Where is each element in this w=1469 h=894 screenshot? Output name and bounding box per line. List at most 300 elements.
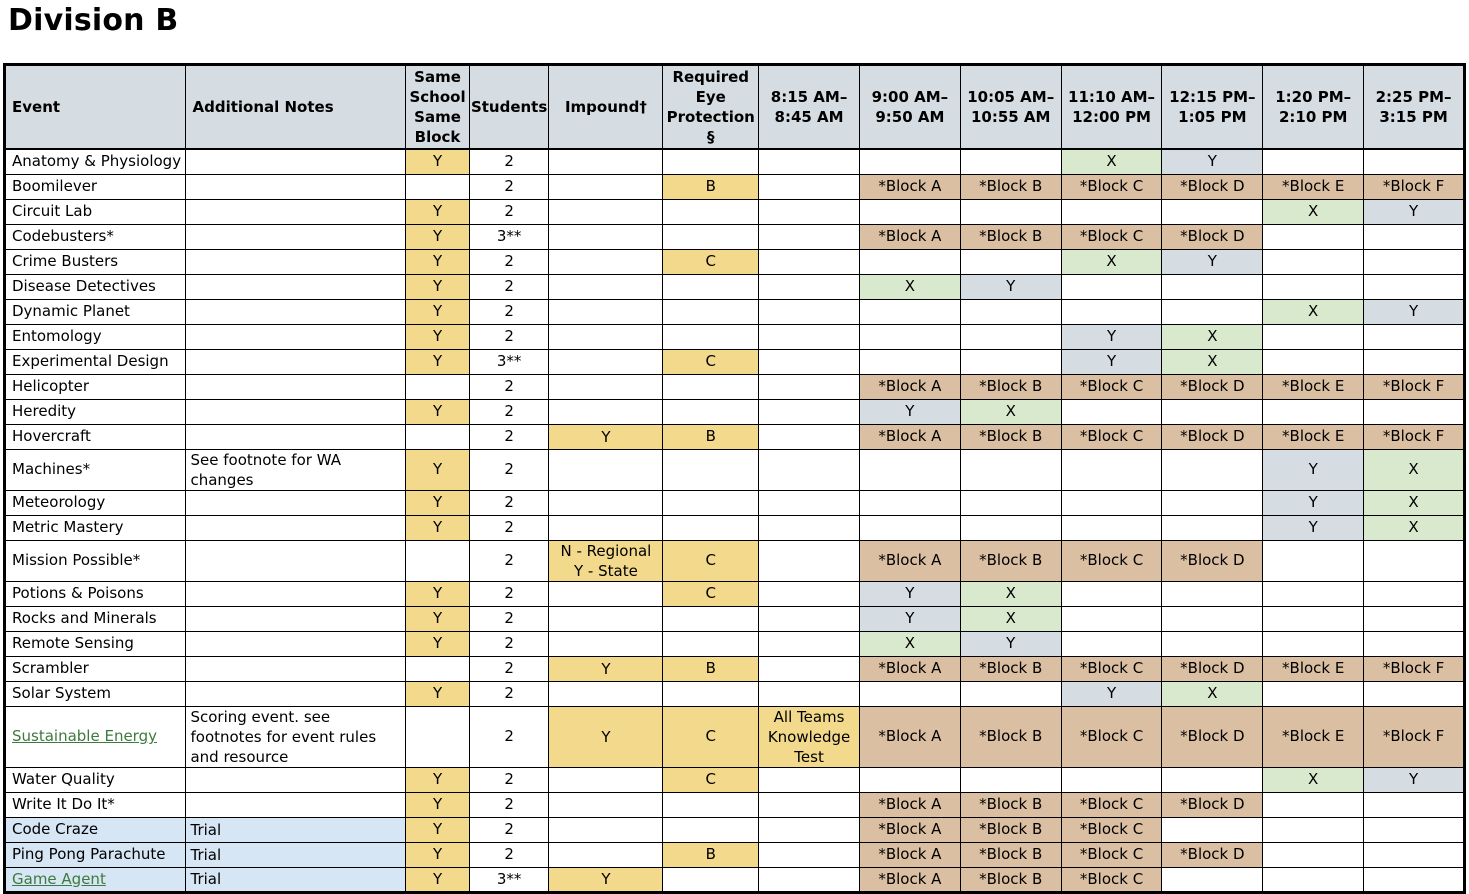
time-slot-cell: *Block C xyxy=(1061,867,1162,892)
eye-protection-cell xyxy=(663,490,759,515)
time-slot-cell xyxy=(859,199,960,224)
time-slot-cell: X xyxy=(1364,515,1465,540)
table-row xyxy=(5,540,1465,581)
impound-cell xyxy=(549,792,663,817)
time-slot-cell: *Block D xyxy=(1162,424,1263,449)
eye-protection-cell: B xyxy=(663,424,759,449)
header-impound: Impound† xyxy=(549,65,663,150)
notes-cell: Trial xyxy=(186,817,406,842)
time-slot-cell xyxy=(1364,149,1465,174)
event-link[interactable]: Game Agent xyxy=(12,869,106,888)
same-block-cell: Y xyxy=(406,449,470,490)
same-block-cell: Y xyxy=(406,581,470,606)
same-block-cell: Y xyxy=(406,490,470,515)
header-event: Event xyxy=(5,65,186,150)
time-slot-cell: *Block C xyxy=(1061,792,1162,817)
time-slot-cell xyxy=(1364,606,1465,631)
time-slot-cell: X xyxy=(859,631,960,656)
time-slot-cell xyxy=(1263,817,1364,842)
table-row xyxy=(5,581,1465,606)
impound-cell xyxy=(549,631,663,656)
time-slot-cell xyxy=(1162,399,1263,424)
notes-cell xyxy=(186,224,406,249)
time-slot-cell xyxy=(859,249,960,274)
impound-cell: Y xyxy=(549,424,663,449)
time-slot-cell xyxy=(1162,606,1263,631)
time-slot-cell: *Block E xyxy=(1263,656,1364,681)
time-slot-cell: *Block B xyxy=(960,424,1061,449)
eye-protection-cell xyxy=(663,299,759,324)
notes-cell: Scoring event. see footnotes for event rules and resource xyxy=(186,706,406,767)
time-slot-cell xyxy=(759,174,860,199)
time-slot-cell xyxy=(960,149,1061,174)
time-slot-cell: *Block A xyxy=(859,424,960,449)
event-cell: Anatomy & Physiology xyxy=(5,149,186,174)
same-block-cell: Y xyxy=(406,199,470,224)
same-block-cell: Y xyxy=(406,299,470,324)
students-cell: 2 xyxy=(469,249,549,274)
same-block-cell: Y xyxy=(406,149,470,174)
time-slot-cell xyxy=(1162,817,1263,842)
time-slot-cell xyxy=(759,224,860,249)
table-row xyxy=(5,515,1465,540)
header-slot-900: 9:00 AM– 9:50 AM xyxy=(859,65,960,150)
time-slot-cell: *Block F xyxy=(1364,656,1465,681)
time-slot-cell xyxy=(960,349,1061,374)
eye-protection-cell xyxy=(663,681,759,706)
time-slot-cell xyxy=(1263,606,1364,631)
time-slot-cell: Y xyxy=(1263,515,1364,540)
time-slot-cell xyxy=(759,424,860,449)
time-slot-cell xyxy=(759,792,860,817)
time-slot-cell xyxy=(859,490,960,515)
time-slot-cell: *Block A xyxy=(859,706,960,767)
students-cell: 2 xyxy=(469,490,549,515)
table-row xyxy=(5,631,1465,656)
notes-cell xyxy=(186,299,406,324)
event-cell: Machines* xyxy=(5,449,186,490)
event-cell: Crime Busters xyxy=(5,249,186,274)
time-slot-cell: *Block D xyxy=(1162,540,1263,581)
table-row xyxy=(5,606,1465,631)
same-block-cell: Y xyxy=(406,399,470,424)
time-slot-cell: X xyxy=(960,399,1061,424)
header-slot-1110: 11:10 AM– 12:00 PM xyxy=(1061,65,1162,150)
eye-protection-cell: C xyxy=(663,581,759,606)
event-cell: Hovercraft xyxy=(5,424,186,449)
time-slot-cell xyxy=(759,867,860,892)
time-slot-cell xyxy=(759,540,860,581)
time-slot-cell xyxy=(1364,792,1465,817)
same-block-cell: Y xyxy=(406,767,470,792)
time-slot-cell: Y xyxy=(1364,299,1465,324)
time-slot-cell: *Block D xyxy=(1162,374,1263,399)
impound-cell: Y xyxy=(549,867,663,892)
time-slot-cell: *Block C xyxy=(1061,424,1162,449)
table-row xyxy=(5,706,1465,767)
time-slot-cell xyxy=(1263,540,1364,581)
students-cell: 2 xyxy=(469,606,549,631)
impound-cell xyxy=(549,349,663,374)
time-slot-cell xyxy=(859,681,960,706)
event-link[interactable]: Sustainable Energy xyxy=(12,727,157,745)
same-block-cell xyxy=(406,656,470,681)
impound-cell xyxy=(549,581,663,606)
eye-protection-cell: C xyxy=(663,706,759,767)
eye-protection-cell: B xyxy=(663,656,759,681)
time-slot-cell xyxy=(759,631,860,656)
notes-cell xyxy=(186,581,406,606)
time-slot-cell: *Block B xyxy=(960,374,1061,399)
time-slot-cell xyxy=(759,449,860,490)
table-row xyxy=(5,424,1465,449)
time-slot-cell: X xyxy=(960,581,1061,606)
students-cell: 2 xyxy=(469,149,549,174)
notes-cell xyxy=(186,631,406,656)
students-cell: 2 xyxy=(469,515,549,540)
event-cell: Code Craze xyxy=(5,817,186,842)
students-cell: 2 xyxy=(469,274,549,299)
time-slot-cell xyxy=(1061,606,1162,631)
time-slot-cell: *Block A xyxy=(859,174,960,199)
eye-protection-cell xyxy=(663,224,759,249)
time-slot-cell xyxy=(1162,515,1263,540)
time-slot-cell xyxy=(1061,515,1162,540)
impound-cell xyxy=(549,374,663,399)
same-block-cell xyxy=(406,424,470,449)
table-row xyxy=(5,374,1465,399)
students-cell: 2 xyxy=(469,656,549,681)
time-slot-cell xyxy=(859,767,960,792)
time-slot-cell xyxy=(1162,581,1263,606)
time-slot-cell: *Block F xyxy=(1364,374,1465,399)
time-slot-cell: Y xyxy=(1061,349,1162,374)
eye-protection-cell: B xyxy=(663,174,759,199)
time-slot-cell xyxy=(1263,681,1364,706)
time-slot-cell: *Block E xyxy=(1263,706,1364,767)
time-slot-cell xyxy=(859,449,960,490)
time-slot-cell: Y xyxy=(1364,199,1465,224)
time-slot-cell: Y xyxy=(1061,681,1162,706)
same-block-cell: Y xyxy=(406,842,470,867)
impound-cell xyxy=(549,515,663,540)
same-block-cell: Y xyxy=(406,681,470,706)
impound-cell xyxy=(549,249,663,274)
time-slot-cell: *Block C xyxy=(1061,656,1162,681)
event-cell: Remote Sensing xyxy=(5,631,186,656)
event-cell: Solar System xyxy=(5,681,186,706)
table-row xyxy=(5,767,1465,792)
eye-protection-cell xyxy=(663,374,759,399)
time-slot-cell xyxy=(759,817,860,842)
time-slot-cell: *Block B xyxy=(960,867,1061,892)
eye-protection-cell: B xyxy=(663,842,759,867)
table-row xyxy=(5,842,1465,867)
students-cell: 2 xyxy=(469,199,549,224)
time-slot-cell xyxy=(1061,299,1162,324)
impound-cell xyxy=(549,199,663,224)
time-slot-cell: *Block A xyxy=(859,224,960,249)
time-slot-cell xyxy=(1364,540,1465,581)
time-slot-cell xyxy=(859,299,960,324)
event-cell: Codebusters* xyxy=(5,224,186,249)
time-slot-cell xyxy=(1364,842,1465,867)
impound-cell: Y xyxy=(549,656,663,681)
time-slot-cell xyxy=(1364,324,1465,349)
impound-cell xyxy=(549,224,663,249)
header-slot-1215: 12:15 PM– 1:05 PM xyxy=(1162,65,1263,150)
table-row xyxy=(5,449,1465,490)
time-slot-cell: *Block A xyxy=(859,792,960,817)
time-slot-cell xyxy=(1263,224,1364,249)
time-slot-cell xyxy=(759,149,860,174)
time-slot-cell xyxy=(1364,867,1465,892)
event-cell: Dynamic Planet xyxy=(5,299,186,324)
time-slot-cell xyxy=(759,399,860,424)
students-cell: 2 xyxy=(469,581,549,606)
time-slot-cell xyxy=(759,606,860,631)
notes-cell xyxy=(186,606,406,631)
time-slot-cell: X xyxy=(1364,449,1465,490)
time-slot-cell xyxy=(960,249,1061,274)
impound-cell xyxy=(549,299,663,324)
time-slot-cell xyxy=(1061,274,1162,299)
time-slot-cell xyxy=(960,681,1061,706)
time-slot-cell xyxy=(960,324,1061,349)
time-slot-cell: All Teams Knowledge Test xyxy=(759,706,860,767)
students-cell: 2 xyxy=(469,174,549,199)
time-slot-cell xyxy=(1061,631,1162,656)
event-cell: Potions & Poisons xyxy=(5,581,186,606)
time-slot-cell: *Block A xyxy=(859,842,960,867)
impound-cell xyxy=(549,174,663,199)
time-slot-cell: Y xyxy=(1162,249,1263,274)
time-slot-cell: X xyxy=(1263,299,1364,324)
time-slot-cell: Y xyxy=(1061,324,1162,349)
time-slot-cell xyxy=(859,324,960,349)
time-slot-cell: Y xyxy=(1263,449,1364,490)
students-cell: 2 xyxy=(469,424,549,449)
students-cell: 2 xyxy=(469,399,549,424)
table-row xyxy=(5,199,1465,224)
time-slot-cell: *Block B xyxy=(960,224,1061,249)
time-slot-cell: X xyxy=(960,606,1061,631)
eye-protection-cell xyxy=(663,792,759,817)
time-slot-cell: Y xyxy=(1364,767,1465,792)
event-cell: Circuit Lab xyxy=(5,199,186,224)
time-slot-cell xyxy=(1364,274,1465,299)
time-slot-cell: X xyxy=(1162,349,1263,374)
eye-protection-cell xyxy=(663,606,759,631)
time-slot-cell: X xyxy=(1061,149,1162,174)
students-cell: 2 xyxy=(469,540,549,581)
eye-protection-cell xyxy=(663,399,759,424)
time-slot-cell xyxy=(960,299,1061,324)
notes-cell xyxy=(186,324,406,349)
time-slot-cell xyxy=(1364,631,1465,656)
notes-cell xyxy=(186,767,406,792)
header-slot-815: 8:15 AM– 8:45 AM xyxy=(759,65,860,150)
eye-protection-cell: C xyxy=(663,540,759,581)
time-slot-cell: Y xyxy=(859,399,960,424)
table-row xyxy=(5,324,1465,349)
students-cell: 3** xyxy=(469,349,549,374)
same-block-cell: Y xyxy=(406,792,470,817)
time-slot-cell: *Block C xyxy=(1061,706,1162,767)
time-slot-cell: *Block D xyxy=(1162,224,1263,249)
time-slot-cell xyxy=(1263,274,1364,299)
time-slot-cell: Y xyxy=(1263,490,1364,515)
same-block-cell: Y xyxy=(406,249,470,274)
header-same-block: Same School Same Block xyxy=(406,65,470,150)
impound-cell: Y xyxy=(549,706,663,767)
eye-protection-cell xyxy=(663,631,759,656)
time-slot-cell: *Block E xyxy=(1263,424,1364,449)
notes-cell xyxy=(186,681,406,706)
time-slot-cell xyxy=(859,149,960,174)
event-cell: Heredity xyxy=(5,399,186,424)
impound-cell xyxy=(549,817,663,842)
time-slot-cell: *Block A xyxy=(859,817,960,842)
time-slot-cell: *Block A xyxy=(859,656,960,681)
event-cell: Mission Possible* xyxy=(5,540,186,581)
students-cell: 2 xyxy=(469,681,549,706)
time-slot-cell xyxy=(759,515,860,540)
time-slot-cell: *Block B xyxy=(960,706,1061,767)
students-cell: 2 xyxy=(469,767,549,792)
table-row xyxy=(5,299,1465,324)
table-row xyxy=(5,681,1465,706)
time-slot-cell xyxy=(1162,299,1263,324)
time-slot-cell xyxy=(759,767,860,792)
time-slot-cell: *Block C xyxy=(1061,374,1162,399)
time-slot-cell xyxy=(1162,274,1263,299)
students-cell: 2 xyxy=(469,374,549,399)
time-slot-cell: X xyxy=(1061,249,1162,274)
time-slot-cell: *Block E xyxy=(1263,374,1364,399)
page-title: Division B xyxy=(8,3,179,38)
time-slot-cell xyxy=(960,449,1061,490)
header-slot-225: 2:25 PM– 3:15 PM xyxy=(1364,65,1465,150)
notes-cell xyxy=(186,249,406,274)
time-slot-cell xyxy=(1061,581,1162,606)
time-slot-cell xyxy=(1162,490,1263,515)
time-slot-cell: Y xyxy=(960,631,1061,656)
notes-cell xyxy=(186,490,406,515)
time-slot-cell: X xyxy=(1364,490,1465,515)
time-slot-cell: *Block C xyxy=(1061,817,1162,842)
time-slot-cell: *Block C xyxy=(1061,842,1162,867)
time-slot-cell: *Block F xyxy=(1364,706,1465,767)
eye-protection-cell xyxy=(663,867,759,892)
time-slot-cell: *Block C xyxy=(1061,174,1162,199)
schedule-table xyxy=(3,63,1466,894)
table-row xyxy=(5,274,1465,299)
event-cell: Scrambler xyxy=(5,656,186,681)
same-block-cell xyxy=(406,174,470,199)
notes-cell xyxy=(186,792,406,817)
eye-protection-cell xyxy=(663,515,759,540)
time-slot-cell xyxy=(1263,842,1364,867)
same-block-cell xyxy=(406,540,470,581)
event-cell: Helicopter xyxy=(5,374,186,399)
event-cell: Rocks and Minerals xyxy=(5,606,186,631)
impound-cell xyxy=(549,324,663,349)
time-slot-cell: *Block D xyxy=(1162,706,1263,767)
impound-line: N - Regional xyxy=(560,541,652,560)
table-row xyxy=(5,656,1465,681)
event-cell: Entomology xyxy=(5,324,186,349)
time-slot-cell xyxy=(1162,449,1263,490)
impound-cell xyxy=(549,274,663,299)
time-slot-cell xyxy=(759,199,860,224)
time-slot-cell: *Block A xyxy=(859,540,960,581)
students-cell: 2 xyxy=(469,631,549,656)
students-cell: 2 xyxy=(469,842,549,867)
time-slot-cell: *Block D xyxy=(1162,656,1263,681)
impound-cell xyxy=(549,767,663,792)
time-slot-cell xyxy=(759,324,860,349)
time-slot-cell: X xyxy=(1263,199,1364,224)
time-slot-cell: *Block A xyxy=(859,374,960,399)
impound-cell xyxy=(549,606,663,631)
time-slot-cell xyxy=(1061,199,1162,224)
notes-cell xyxy=(186,399,406,424)
time-slot-cell: Y xyxy=(859,606,960,631)
notes-cell xyxy=(186,540,406,581)
notes-cell xyxy=(186,274,406,299)
time-slot-cell: *Block B xyxy=(960,656,1061,681)
same-block-cell xyxy=(406,374,470,399)
time-slot-cell xyxy=(1263,249,1364,274)
eye-protection-cell: C xyxy=(663,349,759,374)
time-slot-cell: *Block B xyxy=(960,540,1061,581)
notes-cell xyxy=(186,174,406,199)
time-slot-cell xyxy=(1162,199,1263,224)
same-block-cell: Y xyxy=(406,606,470,631)
notes-cell: See footnote for WA changes xyxy=(186,449,406,490)
students-cell: 2 xyxy=(469,817,549,842)
time-slot-cell xyxy=(1364,399,1465,424)
impound-cell xyxy=(549,149,663,174)
students-cell: 2 xyxy=(469,324,549,349)
eye-protection-cell xyxy=(663,449,759,490)
time-slot-cell: *Block C xyxy=(1061,540,1162,581)
eye-protection-cell xyxy=(663,149,759,174)
impound-cell xyxy=(549,490,663,515)
eye-protection-cell xyxy=(663,817,759,842)
time-slot-cell xyxy=(759,374,860,399)
time-slot-cell xyxy=(759,581,860,606)
eye-protection-cell: C xyxy=(663,767,759,792)
time-slot-cell xyxy=(1364,681,1465,706)
same-block-cell: Y xyxy=(406,515,470,540)
same-block-cell: Y xyxy=(406,817,470,842)
header-slot-120: 1:20 PM– 2:10 PM xyxy=(1263,65,1364,150)
event-cell: Experimental Design xyxy=(5,349,186,374)
time-slot-cell xyxy=(1162,767,1263,792)
students-cell: 2 xyxy=(469,449,549,490)
time-slot-cell xyxy=(1061,490,1162,515)
time-slot-cell: *Block C xyxy=(1061,224,1162,249)
same-block-cell: Y xyxy=(406,631,470,656)
eye-protection-cell xyxy=(663,274,759,299)
table-row xyxy=(5,817,1465,842)
header-slot-1005: 10:05 AM– 10:55 AM xyxy=(960,65,1061,150)
time-slot-cell xyxy=(759,490,860,515)
students-cell: 3** xyxy=(469,867,549,892)
table-row xyxy=(5,792,1465,817)
